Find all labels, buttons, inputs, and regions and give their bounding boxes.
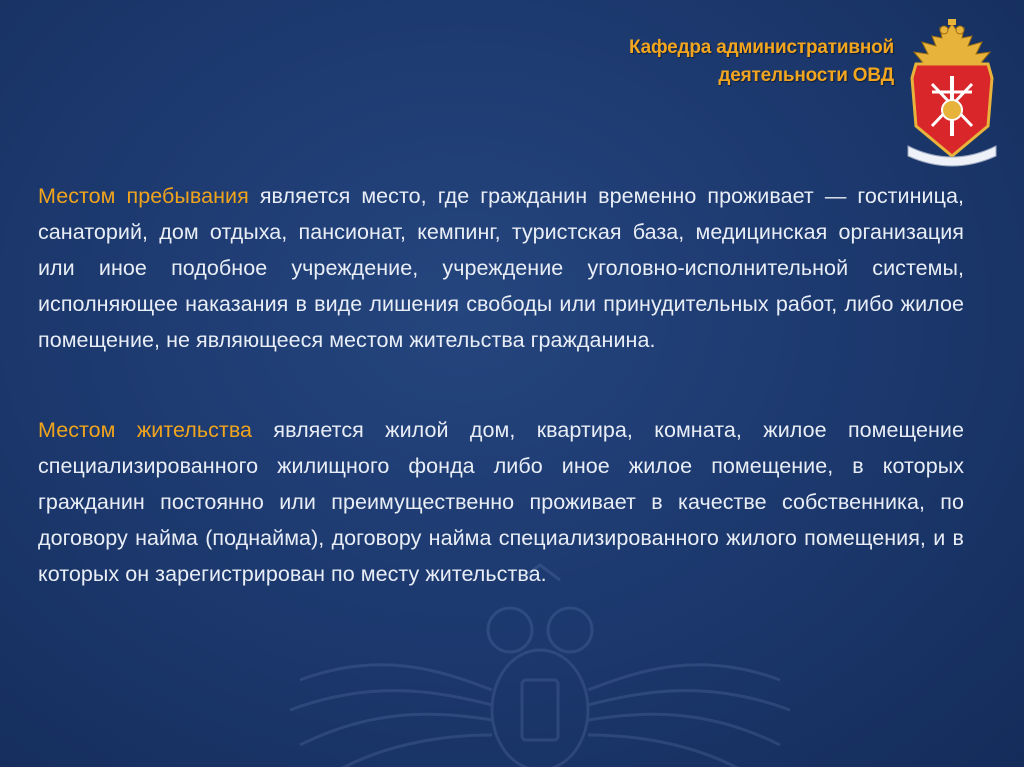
department-title-line2: деятельности ОВД <box>718 65 894 86</box>
department-title <box>594 34 894 90</box>
definition-paragraph-residence <box>38 412 964 592</box>
ministry-emblem-icon <box>902 18 1002 168</box>
definition-text-stay: является место, где гражданин временно проживает — гостиница, санаторий, дом отдыха, пансионат, кемпинг, туристская база, медицинская организация или иное подобное учреждение, учреждение уголовно-исполнительной системы, исполняющее наказания в виде лишения свободы или принудительных работ, либо жилое помещение, не являющееся местом жительства гражданина. <box>38 184 964 352</box>
definition-paragraph-stay <box>38 178 964 358</box>
definition-text-residence: является жилой дом, квартира, комната, жилое помещение специализированного жилищного фонда либо иное жилое помещение, в которых гражданин постоянно или преимущественно проживает в качестве собственника, по договору найма (поднайма), договору найма специализированного жилого помещения, и в которых он зарегистрирован по месту жительства. <box>38 418 965 586</box>
department-title-line1: Кафедра административной <box>628 37 894 58</box>
slide-content <box>38 178 964 592</box>
eagle-icon <box>914 19 990 70</box>
term-place-of-stay: Местом пребывания <box>38 184 249 208</box>
shield-icon <box>912 64 992 156</box>
term-place-of-residence: Местом жительства <box>38 418 253 442</box>
